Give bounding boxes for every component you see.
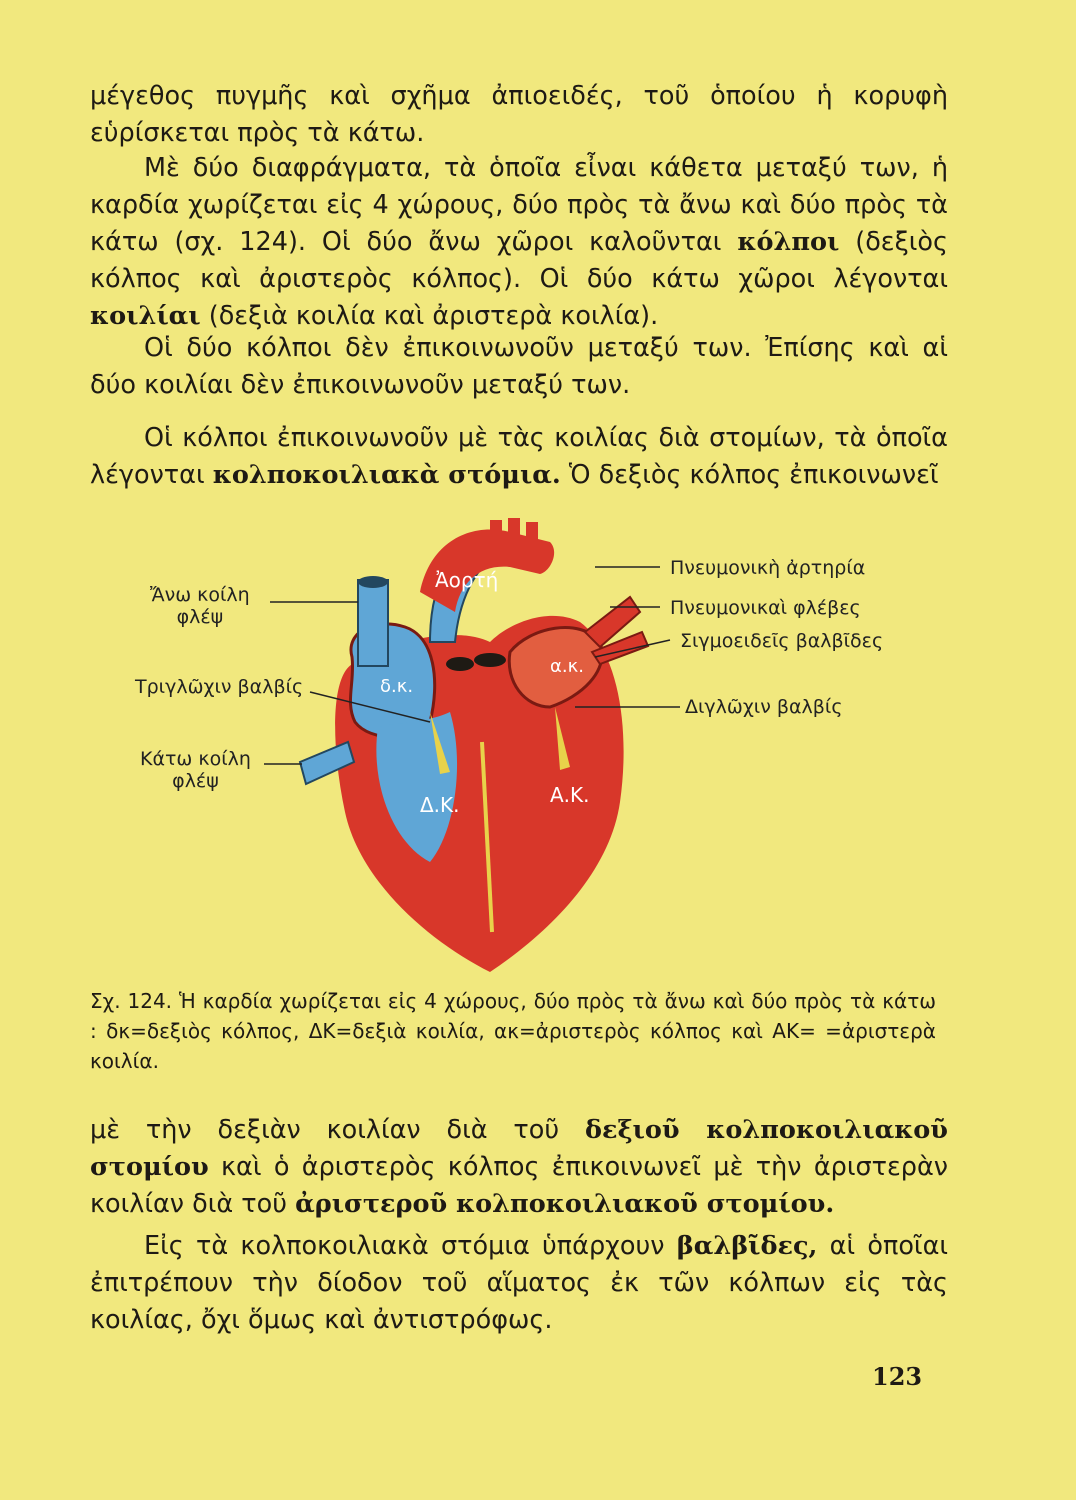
term-dexiou-stomiou: δεξιοῦ κολποκοιλιακοῦ στομίου	[90, 1115, 949, 1182]
semilunar-valve	[446, 657, 474, 671]
label-DK-big: Δ.Κ.	[420, 793, 460, 817]
aorta-branch	[508, 518, 520, 540]
semilunar-valve	[474, 653, 506, 667]
paragraph-5: μὲ τὴν δεξιὰν κοιλίαν διὰ τοῦ δεξιοῦ κολποκοιλιακοῦ στομίου καὶ ὁ ἀριστερὸς κόλπος ἐπικοινωνεῖ μὲ τὴν ἀριστερὰν κοιλίαν διὰ τοῦ ἀριστεροῦ κολποκοιλιακοῦ στομίου.	[90, 1115, 949, 1219]
paragraph-3: Οἱ δύο κόλποι δὲν ἐπικοινωνοῦν μεταξύ των. Ἐπίσης καὶ αἱ δύο κοιλίαι δὲν ἐπικοινωνοῦν μεταξύ των.	[90, 333, 948, 400]
term-valvides: βαλβῖδες,	[676, 1231, 818, 1261]
label-ak-small: α.κ.	[550, 656, 584, 677]
label-aorti: Ἀορτή	[435, 568, 499, 592]
label-sigmoeideis-valvides: Σιγμοειδεῖς βαλβῖδες	[680, 630, 884, 652]
figure-caption: Σχ. 124. Ἡ καρδία χωρίζεται εἰς 4 χώρους, δύο πρὸς τὰ ἄνω καὶ δύο πρὸς τὰ κάτω : δκ=δεξιὸς κόλπος, ΔΚ=δεξιὰ κοιλία, ακ=ἀριστερὸς κόλπος καὶ ΑΚ= =ἀριστερὰ κοιλία.	[90, 989, 936, 1073]
term-aristerou-stomiou: ἀριστεροῦ κολποκοιλιακοῦ στομίου.	[295, 1189, 835, 1219]
term-kolpoi: κόλποι	[737, 227, 840, 257]
superior-vena-cava	[358, 580, 388, 666]
aorta-branch	[526, 522, 538, 542]
label-pneumonikai-flebes: Πνευμονικαὶ φλέβες	[670, 597, 861, 619]
heart-illustration	[130, 512, 910, 982]
label-pneumoniki-artiria: Πνευμονικὴ ἀρτηρία	[670, 557, 866, 579]
label-ano-koili-fleps: Ἄνω κοίλη φλέψ	[150, 584, 250, 628]
label-AK-big: Α.Κ.	[550, 783, 590, 807]
paragraph-4: Οἱ κόλποι ἐπικοινωνοῦν μὲ τὰς κοιλίας διὰ στομίων, τὰ ὁποῖα λέγονται κολποκοιλιακὰ στόμια. Ὁ δεξιὸς κόλπος ἐπικοινωνεῖ	[90, 423, 948, 490]
paragraph-1: μέγεθος πυγμῆς καὶ σχῆμα ἀπιοειδές, τοῦ ὁποίου ἡ κορυφὴ εὑρίσκεται πρὸς τὰ κάτω.	[90, 81, 948, 148]
term-kolpokoiliaka-stomia: κολποκοιλιακὰ στόμια.	[212, 460, 561, 490]
paragraph-2: Μὲ δύο διαφράγματα, τὰ ὁποῖα εἶναι κάθετα μεταξύ των, ἡ καρδία χωρίζεται εἰς 4 χώρους, δύο πρὸς τὰ ἄνω καὶ δύο πρὸς τὰ κάτω (σχ. 124). Οἱ δύο ἄνω χῶροι καλοῦνται κόλποι (δεξιὸς κόλπος καὶ ἀριστερὸς κόλπος). Οἱ δύο κάτω χῶροι λέγονται κοιλίαι (δεξιὰ κοιλία καὶ ἀριστερὰ κοιλία).	[90, 153, 948, 331]
label-kato-koili-fleps: Κάτω κοίλη φλέψ	[140, 748, 251, 792]
paragraph-6: Εἰς τὰ κολποκοιλιακὰ στόμια ὑπάρχουν βαλβῖδες, αἱ ὁποῖαι ἐπιτρέπουν τὴν δίοδον τοῦ αἵματος ἐκ τῶν κόλπων εἰς τὰς κοιλίας, ὄχι ὅμως καὶ ἀντιστρόφως.	[90, 1231, 949, 1335]
aorta-branch	[490, 520, 502, 540]
label-triglochin: Τριγλῶχιν βαλβίς	[135, 676, 304, 698]
heart-diagram	[130, 512, 910, 982]
page-number: 123	[872, 1362, 923, 1391]
term-koiliai: κοιλίαι	[90, 301, 201, 331]
label-dk-small: δ.κ.	[380, 676, 414, 697]
vena-cava-opening	[358, 576, 388, 588]
label-diglochin: Διγλῶχιν βαλβίς	[685, 696, 843, 718]
